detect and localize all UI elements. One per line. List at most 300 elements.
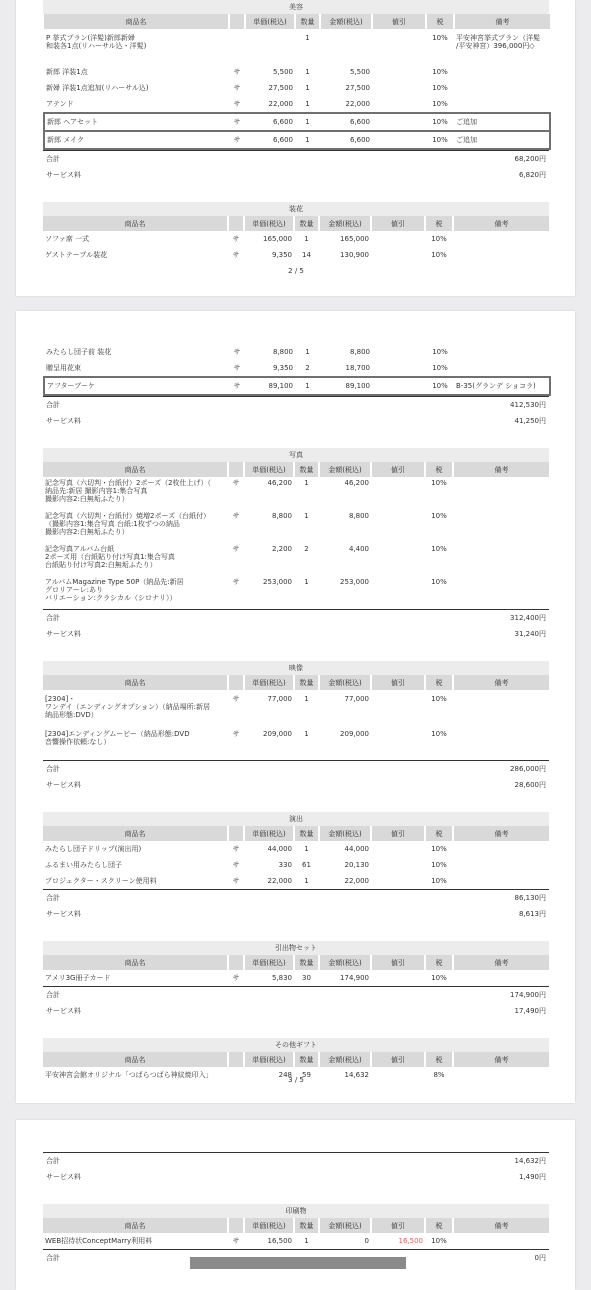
flower-service-row: サービス料 41,250円 <box>46 417 546 425</box>
shashin-table <box>43 462 549 609</box>
cell-item-name: P 挙式プラン(洋髪)新郎新婦 和装各1点(リハーサル込・洋髪) <box>46 34 147 50</box>
cell-service-flag <box>229 29 245 64</box>
cell-tax-rate: 10% <box>431 578 447 586</box>
cell-discount: 16,500 <box>398 1237 423 1245</box>
cell-quantity: 1 <box>304 845 309 853</box>
cell-discount <box>371 725 425 760</box>
table-row <box>43 970 549 986</box>
column-header-quantity: 数量 <box>295 14 320 29</box>
cell-service-flag: サ <box>233 364 241 372</box>
cell-quantity: 1 <box>304 730 309 738</box>
column-header-quantity: 数量 <box>294 216 319 231</box>
cell-item-name: 新郎 ヘアセット <box>44 113 229 131</box>
column-header-quantity: 数量 <box>294 462 319 477</box>
column-header-tax-rate: 税 <box>425 955 453 970</box>
cell-amount: 22,000 <box>344 877 369 885</box>
column-header-discount: 値引 <box>371 216 425 231</box>
cell-remarks: 平安神宮挙式プラン（洋髪 /平安神宮）396,000円◇ <box>456 34 540 50</box>
cell-quantity: 1 <box>304 877 309 885</box>
cell-amount: 27,500 <box>345 84 370 92</box>
cell-service-flag: サ <box>232 1237 240 1245</box>
cell-amount: 209,000 <box>340 730 369 738</box>
column-header-quantity: 数量 <box>294 1052 319 1067</box>
column-header-quantity: 数量 <box>294 1218 319 1233</box>
cell-unit-price: 5,500 <box>272 68 293 76</box>
cell-remarks <box>453 970 549 986</box>
table-row <box>44 344 550 360</box>
enshutsu-service-row: サービス料 8,613円 <box>46 910 546 918</box>
cell-remarks <box>453 231 549 247</box>
column-header-remarks: 備考 <box>453 955 549 970</box>
column-header-remarks: 備考 <box>453 675 549 690</box>
table-row <box>43 477 549 510</box>
column-header-discount: 値引 <box>371 826 425 841</box>
eizou-service-row: サービス料 28,600円 <box>46 781 546 789</box>
cell-quantity: 1 <box>304 512 309 520</box>
column-header-amount: 金額(税込) <box>319 1052 371 1067</box>
cell-remarks <box>453 1233 549 1249</box>
cell-unit-price: 89,100 <box>245 377 295 395</box>
cell-discount <box>371 873 425 889</box>
column-header-item-name: 商品名 <box>43 1218 228 1233</box>
cell-amount: 165,000 <box>340 235 369 243</box>
cell-remarks <box>453 857 549 873</box>
cell-amount: 46,200 <box>344 479 369 487</box>
column-header-discount: 値引 <box>371 955 425 970</box>
table-header-row <box>43 955 549 970</box>
gift-service-row: サービス料 1,490円 <box>46 1173 546 1181</box>
column-header-item-name: 商品名 <box>43 1052 228 1067</box>
column-header-service-flag <box>228 462 244 477</box>
document-page-2 <box>16 0 575 296</box>
table-row <box>43 873 549 889</box>
eizou-total-row: 合計 286,000円 <box>43 760 549 777</box>
cell-service-flag: サ <box>232 578 240 586</box>
page-number: 3 / 5 <box>288 1076 304 1084</box>
table-header-row <box>43 216 549 231</box>
table-row <box>43 576 549 609</box>
cell-amount: 4,400 <box>348 545 369 553</box>
cell-unit-price: 6,600 <box>245 113 295 131</box>
column-header-item-name: 商品名 <box>43 216 228 231</box>
cell-amount: 14,632 <box>344 1071 369 1079</box>
column-header-unit-price: 単価(税込) <box>244 1052 294 1067</box>
cell-item-name: プロジェクター・スクリーン使用料 <box>45 877 157 885</box>
column-header-discount: 値引 <box>371 675 425 690</box>
column-header-remarks: 備考 <box>454 14 550 29</box>
column-header-tax-rate: 税 <box>425 675 453 690</box>
cell-quantity: 1 <box>305 100 310 108</box>
cell-unit-price: 2,200 <box>271 545 292 553</box>
table-row <box>43 690 549 725</box>
cell-remarks <box>453 873 549 889</box>
column-header-service-flag <box>228 216 244 231</box>
cell-amount: 22,000 <box>345 100 370 108</box>
column-header-quantity: 数量 <box>294 675 319 690</box>
shashin-total-row: 合計 312,400円 <box>43 609 549 626</box>
cell-remarks <box>454 64 550 80</box>
column-header-remarks: 備考 <box>453 1052 549 1067</box>
cell-item-name: 新婦 洋装1点追加(リハーサル込) <box>46 84 149 92</box>
cell-tax-rate: 10% <box>431 251 447 259</box>
column-header-unit-price: 単価(税込) <box>244 955 294 970</box>
cell-remarks: B-35(グランデ ショコラ) <box>454 377 550 395</box>
document-page-3 <box>16 311 575 1103</box>
cell-item-name: アフターブーケ <box>44 377 229 395</box>
table-row <box>44 29 550 64</box>
cell-tax-rate: 10% <box>431 512 447 520</box>
cell-amount: 174,900 <box>340 974 369 982</box>
cell-quantity: 2 <box>304 545 309 553</box>
insatsu-total-row: 合計 0円 <box>43 1249 549 1266</box>
flower-cont-table <box>43 344 551 396</box>
table-row <box>44 64 550 80</box>
column-header-amount: 金額(税込) <box>319 955 371 970</box>
column-header-amount: 金額(税込) <box>319 1218 371 1233</box>
table-row <box>43 841 549 857</box>
column-header-unit-price: 単価(税込) <box>244 826 294 841</box>
cell-remarks <box>454 80 550 96</box>
cell-service-flag: サ <box>232 861 240 869</box>
insatsu-table <box>43 1218 549 1249</box>
section-title-shashin: 写真 <box>43 448 549 462</box>
cell-item-name: 新郎 洋装1点 <box>46 68 88 76</box>
cell-remarks <box>454 360 550 377</box>
column-header-tax-rate: 税 <box>425 826 453 841</box>
cell-discount <box>372 29 426 64</box>
cell-unit-price: 165,000 <box>263 235 292 243</box>
table-row <box>44 377 550 395</box>
cell-discount <box>372 377 426 395</box>
section-title-enshutsu: 演出 <box>43 812 549 826</box>
cell-unit-price: 77,000 <box>267 695 292 703</box>
column-header-service-flag <box>228 826 244 841</box>
cell-tax-rate: 10% <box>432 100 448 108</box>
cell-item-name: [2304]エンディングムービー（納品形態:DVD 音響操作依頼:なし） <box>45 730 190 746</box>
cell-unit-price: 22,000 <box>267 877 292 885</box>
cell-item-name: 平安神宮会館オリジナル「つばらつばら神紋焼印入」 <box>45 1071 213 1079</box>
column-header-discount: 値引 <box>371 462 425 477</box>
column-header-tax-rate: 税 <box>425 462 453 477</box>
cell-remarks <box>453 247 549 263</box>
table-header-row <box>43 1218 549 1233</box>
cell-quantity: 1 <box>305 84 310 92</box>
cell-item-name: アルバムMagazine Type 50P（納品先:新居 グロリアーレ:あり バリエーション:クラシカル（シロナリ）） <box>45 578 184 602</box>
cell-amount: 18,700 <box>345 364 370 372</box>
section-title-biyou: 美容 <box>43 0 549 14</box>
cell-discount <box>371 970 425 986</box>
cell-quantity: 61 <box>302 861 311 869</box>
table-row <box>43 247 549 263</box>
cell-item-name: アテンド <box>46 100 74 108</box>
cell-amount: 8,800 <box>348 512 369 520</box>
souka-table <box>43 216 549 263</box>
table-row <box>44 360 550 377</box>
cell-item-name: アメリ3G冊子カード <box>45 974 111 982</box>
cell-unit-price: 27,500 <box>268 84 293 92</box>
table-row <box>43 857 549 873</box>
column-header-unit-price: 単価(税込) <box>244 675 294 690</box>
cell-quantity: 1 <box>305 34 310 42</box>
cell-discount <box>371 543 425 576</box>
table-header-row <box>43 826 549 841</box>
cell-tax-rate: 10% <box>431 845 447 853</box>
cell-unit-price: 16,500 <box>267 1237 292 1245</box>
cell-service-flag: サ <box>233 68 241 76</box>
cell-item-name: みたらし団子前 装花 <box>46 348 112 356</box>
cell-service-flag: サ <box>232 695 240 703</box>
cell-amount <box>320 29 372 64</box>
cell-quantity: 30 <box>302 974 311 982</box>
column-header-service-flag <box>229 14 245 29</box>
cell-amount: 77,000 <box>344 695 369 703</box>
hikidemono-table <box>43 955 549 986</box>
column-header-amount: 金額(税込) <box>319 826 371 841</box>
cell-tax-rate: 10% <box>432 84 448 92</box>
cell-unit-price: 209,000 <box>263 730 292 738</box>
column-header-discount: 値引 <box>372 14 426 29</box>
cell-discount <box>371 841 425 857</box>
column-header-item-name: 商品名 <box>43 462 228 477</box>
cell-service-flag: サ <box>232 545 240 553</box>
cell-discount <box>372 64 426 80</box>
cell-unit-price: 9,350 <box>271 251 292 259</box>
cell-amount: 0 <box>364 1237 369 1245</box>
cell-service-flag: サ <box>233 100 241 108</box>
section-title-eizou: 映像 <box>43 661 549 675</box>
cell-tax-rate: 10% <box>426 113 454 131</box>
cell-item-name: 記念写真（六切判・台紙付）焼増2ポーズ（台紙付） （撮影内容1:集合写真 台紙:1枚ずつの納品 撮影内容2:白無垢ふたり） <box>45 512 211 536</box>
column-header-tax-rate: 税 <box>425 216 453 231</box>
cell-amount: 130,900 <box>340 251 369 259</box>
cell-unit-price: 8,800 <box>271 512 292 520</box>
cell-item-name: 記念写真アルバム台紙 2ポーズ用（台紙貼り付け写真1:集合写真 台紙貼り付け写真2:白無垢ふたり） <box>45 545 175 569</box>
table-header-row <box>43 675 549 690</box>
cell-service-flag: サ <box>232 479 240 487</box>
cell-service-flag: サ <box>232 512 240 520</box>
cell-service-flag: サ <box>232 974 240 982</box>
cell-tax-rate: 10% <box>432 364 448 372</box>
cell-tax-rate: 10% <box>431 730 447 738</box>
cell-quantity: 1 <box>295 113 320 131</box>
cell-quantity: 59 <box>302 1071 311 1079</box>
section-title-insatsu: 印刷物 <box>43 1204 549 1218</box>
column-header-item-name: 商品名 <box>43 955 228 970</box>
flower-total-row: 合計 412,530円 <box>43 396 549 413</box>
cell-remarks: ご追加 <box>454 113 550 131</box>
cell-service-flag: サ <box>232 730 240 738</box>
hikidemono-service-row: サービス料 17,490円 <box>46 1007 546 1015</box>
column-header-tax-rate: 税 <box>425 1218 453 1233</box>
cell-amount: 5,500 <box>349 68 370 76</box>
cell-item-name: 新郎 メイク <box>44 131 229 149</box>
cell-unit-price: 44,000 <box>267 845 292 853</box>
column-header-amount: 金額(税込) <box>320 14 372 29</box>
column-header-remarks: 備考 <box>453 1218 549 1233</box>
cell-tax-rate: 10% <box>431 235 447 243</box>
cell-remarks <box>453 576 549 609</box>
section-title-souka: 装花 <box>43 202 549 216</box>
cell-discount <box>371 510 425 543</box>
cell-quantity: 2 <box>305 364 310 372</box>
column-header-remarks: 備考 <box>453 462 549 477</box>
cell-service-flag: サ <box>233 84 241 92</box>
cell-remarks <box>453 477 549 510</box>
column-header-item-name: 商品名 <box>43 826 228 841</box>
cell-item-name: ふるまい用みたらし団子 <box>45 861 122 869</box>
cell-unit-price: 330 <box>278 861 292 869</box>
cell-quantity: 14 <box>302 251 311 259</box>
cell-remarks: ご追加 <box>454 131 550 149</box>
cell-remarks <box>453 543 549 576</box>
cell-remarks <box>454 96 550 113</box>
cell-amount: 253,000 <box>340 578 369 586</box>
column-header-quantity: 数量 <box>294 955 319 970</box>
cell-amount: 20,130 <box>344 861 369 869</box>
table-row <box>43 543 549 576</box>
cell-service-flag: サ <box>229 131 245 149</box>
cell-discount <box>371 247 425 263</box>
shashin-service-row: サービス料 31,240円 <box>46 630 546 638</box>
column-header-service-flag <box>228 1052 244 1067</box>
biyou-total-row: 合計 68,200円 <box>43 150 549 167</box>
column-header-amount: 金額(税込) <box>319 675 371 690</box>
table-header-row <box>43 462 549 477</box>
hikidemono-total-row: 合計 174,900円 <box>43 986 549 1003</box>
table-row <box>43 1233 549 1249</box>
cell-remarks <box>454 344 550 360</box>
cell-service-flag: サ <box>232 235 240 243</box>
table-row <box>44 96 550 113</box>
column-header-service-flag <box>228 955 244 970</box>
cell-amount: 44,000 <box>344 845 369 853</box>
cell-discount <box>371 690 425 725</box>
cell-discount <box>372 113 426 131</box>
column-header-amount: 金額(税込) <box>319 216 371 231</box>
cell-tax-rate: 10% <box>431 545 447 553</box>
table-header-row <box>44 14 550 29</box>
section-title-hikidemono: 引出物セット <box>43 941 549 955</box>
table-row <box>44 113 550 131</box>
column-header-quantity: 数量 <box>294 826 319 841</box>
table-row <box>44 131 550 149</box>
cell-tax-rate: 10% <box>431 974 447 982</box>
cell-discount <box>372 360 426 377</box>
enshutsu-total-row: 合計 86,130円 <box>43 889 549 906</box>
cell-service-flag: サ <box>233 348 241 356</box>
cell-quantity: 1 <box>295 377 320 395</box>
cell-quantity: 1 <box>305 348 310 356</box>
cell-quantity: 1 <box>304 695 309 703</box>
cell-unit-price: 46,200 <box>267 479 292 487</box>
cell-item-name: WEB招待状ConceptMarry利用料 <box>45 1237 153 1245</box>
table-row <box>43 725 549 760</box>
cell-item-name: ゲストテーブル装花 <box>45 251 108 259</box>
cell-remarks <box>453 510 549 543</box>
table-header-row <box>43 1052 549 1067</box>
cell-item-name: ソファ席 一式 <box>45 235 90 243</box>
column-header-unit-price: 単価(税込) <box>245 14 295 29</box>
cell-service-flag: サ <box>232 845 240 853</box>
column-header-service-flag <box>228 675 244 690</box>
cell-unit-price: 8,800 <box>272 348 293 356</box>
column-header-remarks: 備考 <box>453 216 549 231</box>
column-header-unit-price: 単価(税込) <box>244 1218 294 1233</box>
cell-tax-rate: 10% <box>431 479 447 487</box>
cell-tax-rate: 10% <box>431 1237 447 1245</box>
cell-discount <box>371 231 425 247</box>
cell-quantity: 1 <box>305 68 310 76</box>
column-header-unit-price: 単価(税込) <box>244 462 294 477</box>
column-header-item-name: 商品名 <box>43 675 228 690</box>
cell-discount <box>371 576 425 609</box>
cell-tax-rate: 10% <box>431 861 447 869</box>
column-header-item-name: 商品名 <box>44 14 229 29</box>
cell-item-name: みたらし団子ドリップ(演出用) <box>45 845 142 853</box>
cell-quantity: 1 <box>304 479 309 487</box>
gift-total-row: 合計 14,632円 <box>43 1152 549 1169</box>
column-header-tax-rate: 税 <box>425 1052 453 1067</box>
column-header-discount: 値引 <box>371 1218 425 1233</box>
page-number: 2 / 5 <box>288 267 304 275</box>
column-header-unit-price: 単価(税込) <box>244 216 294 231</box>
cell-item-name: 記念写真（六切判・台紙付）2ポーズ（2枚仕上げ）（ 納品先:新居 撮影内容1:集合写真 撮影内容2:白無垢ふたり） <box>45 479 212 503</box>
column-header-amount: 金額(税込) <box>319 462 371 477</box>
cell-amount: 8,800 <box>349 348 370 356</box>
cell-amount: 89,100 <box>320 377 372 395</box>
cell-unit-price: 248 <box>278 1071 292 1079</box>
biyou-table <box>43 14 551 150</box>
cell-service-flag: サ <box>229 377 245 395</box>
biyou-service-row: サービス料 6,820円 <box>46 171 546 179</box>
cell-tax-rate: 10% <box>432 68 448 76</box>
table-row <box>43 510 549 543</box>
cell-tax-rate: 10% <box>432 348 448 356</box>
cell-item-name: [2304]・ ワンデイ（エンディングオプション）（納品場所:新居 納品形態:DVD） <box>45 695 211 719</box>
cell-remarks <box>453 725 549 760</box>
cell-quantity: 1 <box>295 131 320 149</box>
cell-quantity: 1 <box>304 578 309 586</box>
cell-quantity: 1 <box>304 1237 309 1245</box>
cell-unit-price: 5,830 <box>271 974 292 982</box>
cell-unit-price: 9,350 <box>272 364 293 372</box>
redaction-bar <box>190 1257 406 1269</box>
column-header-service-flag <box>228 1218 244 1233</box>
cell-tax-rate: 10% <box>432 34 448 42</box>
cell-discount <box>371 477 425 510</box>
cell-tax-rate: 8% <box>433 1071 445 1079</box>
cell-discount <box>372 131 426 149</box>
section-title-gift: その他ギフト <box>43 1038 549 1052</box>
cell-item-name: 贈呈用花束 <box>46 364 81 372</box>
cell-discount <box>371 857 425 873</box>
cell-remarks <box>453 841 549 857</box>
cell-service-flag: サ <box>229 113 245 131</box>
cell-unit-price: 253,000 <box>263 578 292 586</box>
table-row <box>43 231 549 247</box>
cell-unit-price: 22,000 <box>268 100 293 108</box>
cell-tax-rate: 10% <box>426 131 454 149</box>
cell-unit-price <box>245 29 295 64</box>
cell-tax-rate: 10% <box>426 377 454 395</box>
cell-amount: 6,600 <box>320 131 372 149</box>
cell-tax-rate: 10% <box>431 877 447 885</box>
cell-quantity: 1 <box>304 235 309 243</box>
cell-discount <box>372 80 426 96</box>
table-row <box>44 80 550 96</box>
column-header-tax-rate: 税 <box>426 14 454 29</box>
column-header-remarks: 備考 <box>453 826 549 841</box>
